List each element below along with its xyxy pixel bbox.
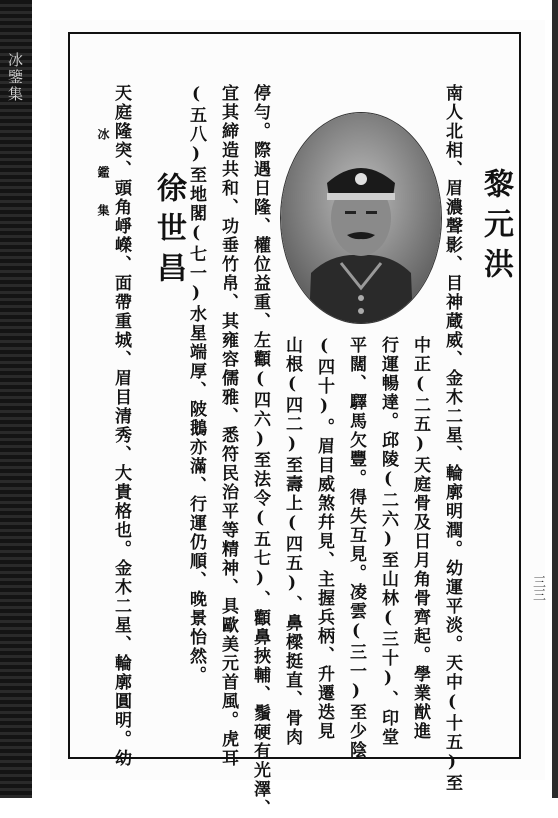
page-number: 三三	[530, 575, 545, 601]
portrait-photo	[280, 112, 442, 324]
text-column: 山根(四二)至壽上(四五)、鼻樑挺直、骨肉	[282, 336, 302, 747]
text-column: 停勻。際遇日隆、權位益重、左顴(四六)至法令(五七)、顴鼻挾輔、鬚硬有光澤、	[250, 84, 270, 818]
text-column: 行運暢達。邱陵(二六)至山林(三十)、印堂	[378, 336, 398, 747]
running-title: 冰 鑑 集	[96, 128, 110, 222]
book-spine	[0, 0, 32, 798]
page-edge	[552, 0, 558, 798]
text-column: 宜其締造共和、功垂竹帛、其雍容儒雅、悉符民治平等精神、具歐美元首風。虎耳	[218, 84, 238, 768]
entry-name: 徐世昌	[151, 172, 186, 292]
text-column: 天庭隆突、頭角崢嶸、面帶重城、眉目清秀、大貴格也。金木二星、輪廓圓明。幼	[111, 84, 131, 768]
spine-title: 冰鑒集	[6, 52, 24, 103]
text-column: (五八)至地閣(七一)水星端厚、陂鵝亦滿、行運仍順、晚景怡然。	[186, 84, 206, 685]
text-column: (四十)。眉目威煞幷見、主握兵柄、升遷迭見	[314, 336, 334, 741]
text-column: 平闊、驛馬欠豐。得失互見。凌雲(三一)至少陰	[346, 336, 366, 760]
text-column: 中正(二五)天庭骨及日月角骨齊起。學業猷進	[410, 336, 430, 741]
entry-name: 黎元洪	[478, 168, 513, 288]
text-column: 南人北相、眉濃聲影、目神蔵威、金木二星、輪廓明潤。幼運平淡。天中(十五)至	[442, 84, 462, 793]
